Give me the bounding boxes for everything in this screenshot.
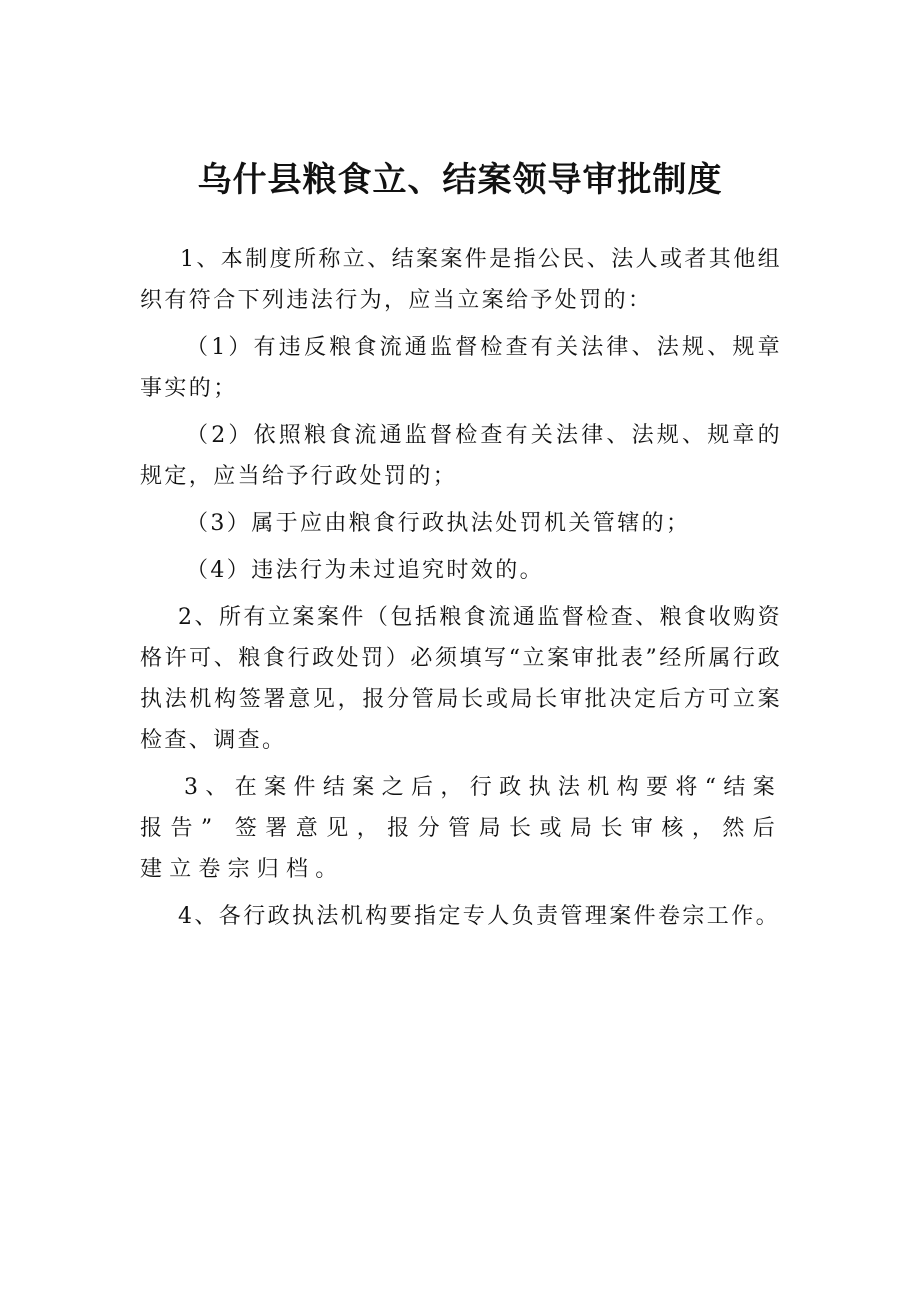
paragraph-subitem-3: （3）属于应由粮食行政执法处罚机关管辖的； (186, 511, 691, 536)
paragraph-item-2: 2、所有立案案件（包括粮食流通监督检查、粮食收购资格许可、粮食行政处罚）必须填写“立案审批表”经所属行政执法机构签署意见，报分管局长或局长审批决定后方可立案检查、调查。 (140, 605, 782, 753)
paragraph-item-3: 3、在案件结案之后，行政执法机构要将“结案报告” 签署意见，报分管局长或局长审核，然后建立卷宗归档。 (140, 775, 782, 882)
paragraph-item-4: 4、各行政执法机构要指定专人负责管理案件卷宗工作。 (178, 904, 780, 929)
document-title: 乌什县粮食立、结案领导审批制度 (197, 160, 723, 200)
paragraph-subitem-1: （1）有违反粮食流通监督检查有关法律、法规、规章事实的； (140, 335, 782, 401)
paragraph-item-1: 1、本制度所称立、结案案件是指公民、法人或者其他组织有符合下列违法行为，应当立案给予处罚的： (140, 247, 782, 313)
paragraph-subitem-2: （2）依照粮食流通监督检查有关法律、法规、规章的规定，应当给予行政处罚的； (140, 423, 782, 489)
paragraph-subitem-4: （4）违法行为未过追究时效的。 (186, 558, 544, 583)
document-body (140, 239, 782, 943)
